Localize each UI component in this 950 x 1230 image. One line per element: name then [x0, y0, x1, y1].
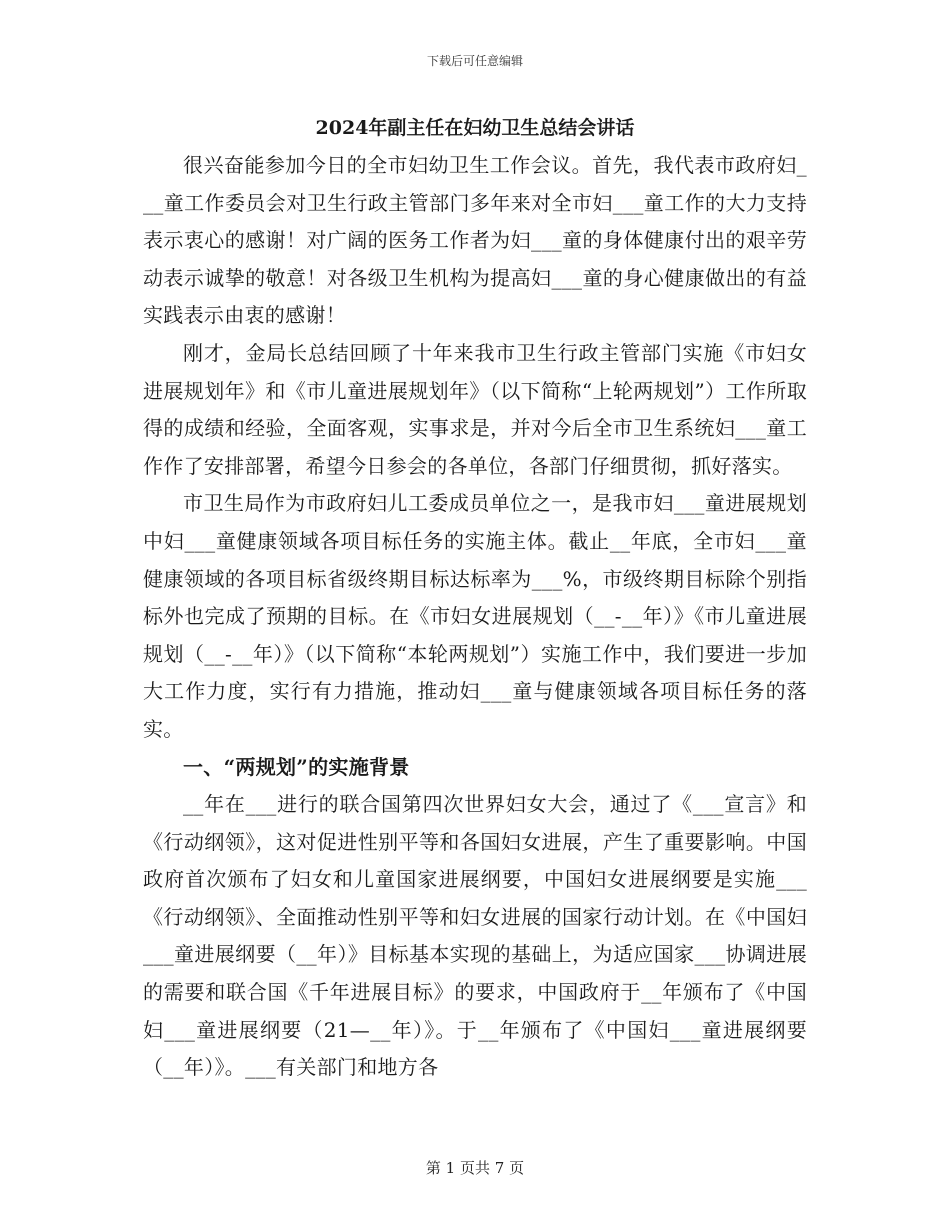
paragraph-3: 市卫生局作为市政府妇儿工委成员单位之一，是我市妇___童进展规划中妇___童健康领域各项目标任务的实施主体。截止__年底，全市妇___童健康领域的各项目标省级终期目标达标率为___%，市级终期目标除个别指标外也完成了预期的目标。在《市妇女进展规划（__-__年）》《市儿童进展规划（__-__年）》（以下简称“本轮两规划”）实施工作中，我们要进一步加大工作力度，实行有力措施，推动妇___童与健康领域各项目标任务的落实。 — [143, 491, 807, 741]
section-heading: 一、“两规划”的实施背景 — [183, 754, 410, 779]
paragraph-1: 很兴奋能参加今日的全市妇幼卫生工作会议。首先，我代表市政府妇___童工作委员会对卫生行政主管部门多年来对全市妇___童工作的大力支持表示衷心的感谢！对广阔的医务工作者为妇___童的身体健康付出的艰辛劳动表示诚挚的敬意！对各级卫生机构为提高妇___童的身心健康做出的有益实践表示由衷的感谢！ — [143, 153, 807, 328]
document-body — [143, 147, 807, 1087]
section-paragraph: __年在___进行的联合国第四次世界妇女大会，通过了《___宣言》和《行动纲领》，这对促进性别平等和各国妇女进展，产生了重要影响。中国政府首次颁布了妇女和儿童国家进展纲要，中国妇女进展纲要是实施___《行动纲领》、全面推动性别平等和妇女进展的国家行动计划。在《中国妇___童进展纲要（__年）》目标基本实现的基础上，为适应国家___协调进展的需要和联合国《千年进展目标》的要求，中国政府于__年颁布了《中国妇___童进展纲要（21—__年）》。于__年颁布了《中国妇___童进展纲要（__年）》。___有关部门和地方各 — [143, 792, 807, 1080]
paragraph-2: 刚才，金局长总结回顾了十年来我市卫生行政主管部门实施《市妇女进展规划年》和《市儿童进展规划年》（以下简称“上轮两规划”）工作所取得的成绩和经验，全面客观，实事求是，并对今后全市卫生系统妇___童工作作了安排部署，希望今日参会的各单位，各部门仔细贯彻，抓好落实。 — [143, 340, 807, 478]
page-footer: 第 1 页共 7 页 — [425, 1159, 525, 1177]
document-title: 2024年副主任在妇幼卫生总结会讲话 — [315, 117, 635, 139]
page-header: 下载后可任意编辑 — [426, 54, 523, 68]
